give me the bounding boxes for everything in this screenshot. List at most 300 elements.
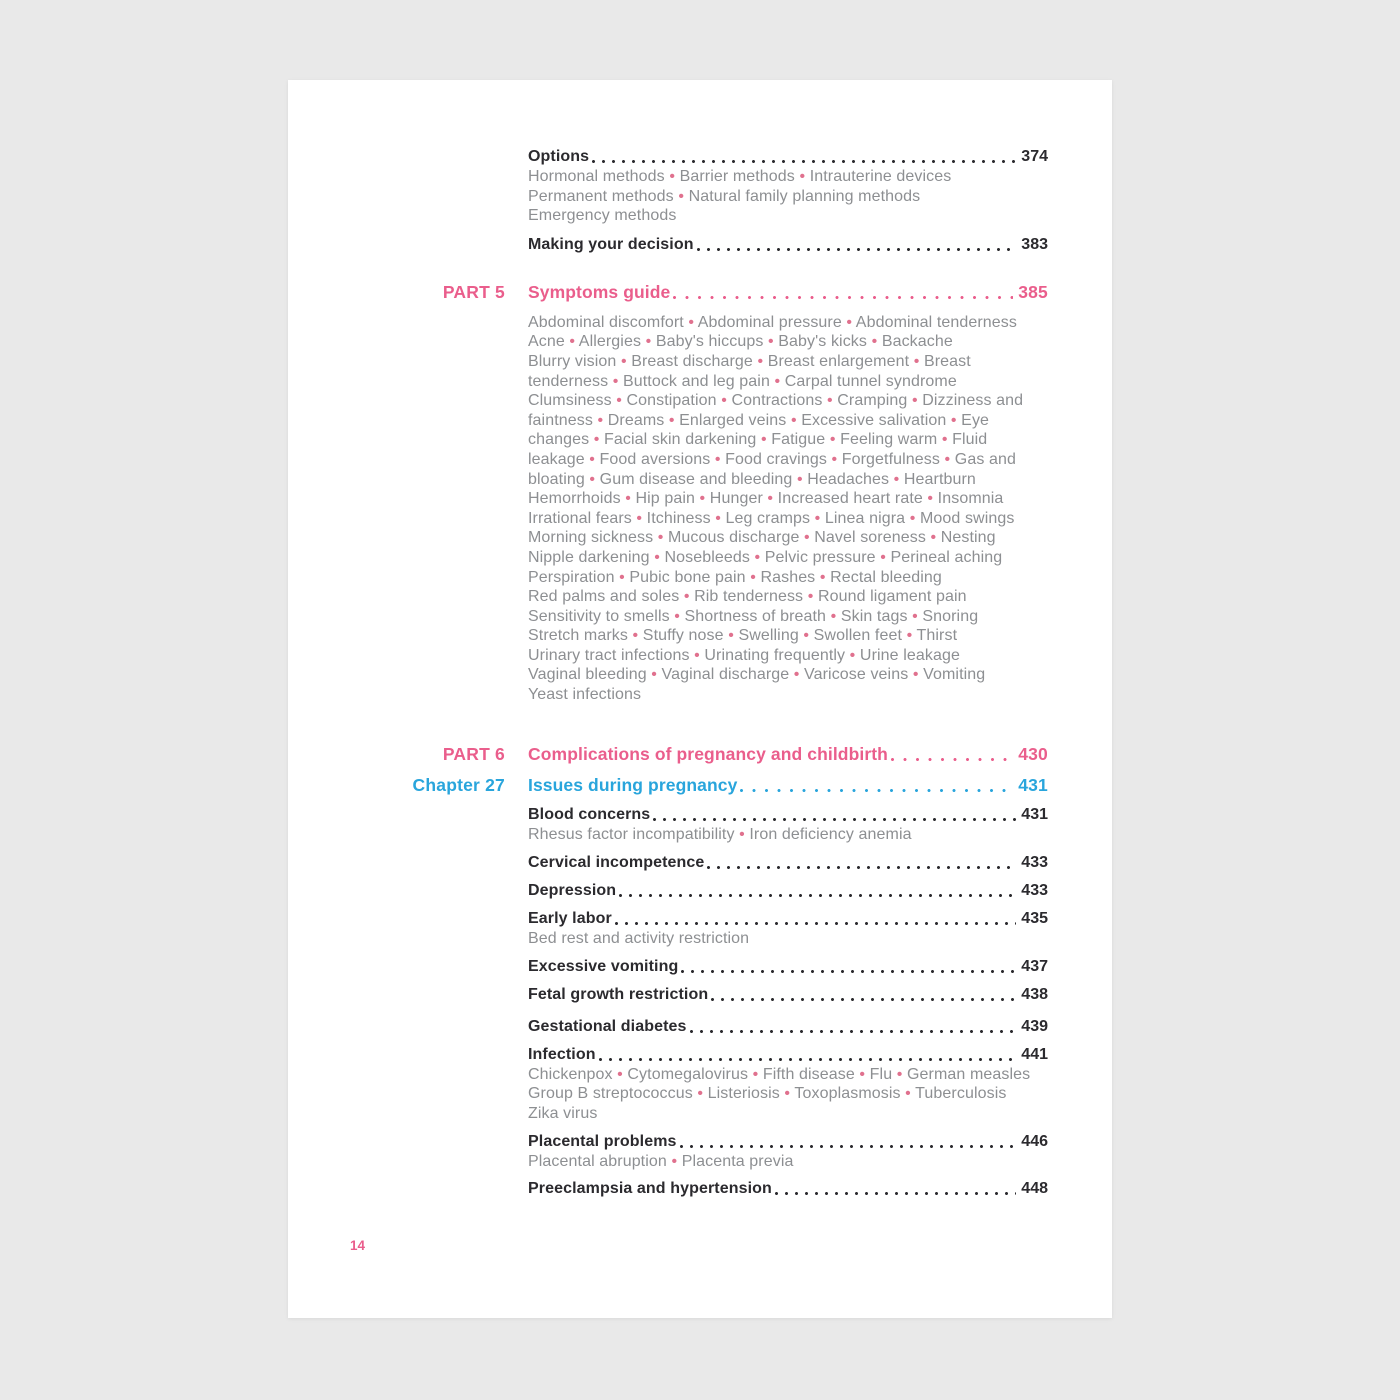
toc-sub-item: tenderness [528,372,609,390]
toc-sub-line [528,206,1048,226]
toc-sub-item: Stretch marks [528,627,628,645]
bullet-separator-icon: • [616,392,622,410]
toc-sub-item: Pelvic pressure [764,548,876,566]
toc-entry-content [528,909,1048,949]
part-title: Complications of pregnancy and childbirth [528,743,888,764]
bullet-separator-icon: • [803,627,810,645]
bullet-separator-icon: • [671,1152,678,1170]
toc-sub-item: Backache [881,333,953,351]
label-spacer [288,1132,505,1172]
bullet-separator-icon: • [739,825,745,843]
toc-entry-content [528,881,1048,901]
toc-sub-item: Excessive salivation [801,411,947,429]
toc-entry-title: Preeclampsia and hypertension [528,1180,772,1198]
part-title: Symptoms guide [528,281,671,302]
toc-entry-content [528,1179,1048,1199]
toc-entry-line [528,281,1048,303]
toc-entry-title: Depression [528,882,617,900]
toc-sub-item: Fatigue [771,431,826,449]
toc-sub-item: Nosebleeds [664,548,750,566]
dot-leader [678,957,1021,977]
toc-entry-title: Early labor [528,910,612,928]
bullet-separator-icon: • [830,607,837,625]
toc-sub-item: Allergies [578,333,642,351]
toc-entry-line [528,1132,1048,1152]
toc-sub-line [528,1084,1048,1104]
bullet-separator-icon: • [829,431,836,449]
toc-sub-item: Baby's kicks [778,333,868,351]
toc-entry-line [528,1179,1048,1199]
toc-sub-item: Dreams [607,411,665,429]
toc-sub-item: Facial skin darkening [604,431,757,449]
toc-sub-item: Gum disease and bleeding [599,470,793,488]
toc-sub-item: Abdominal tenderness [855,313,1018,331]
bullet-separator-icon: • [645,333,652,351]
toc-sub-item: Dizziness and [922,392,1024,410]
toc-sub-item: Group B streptococcus [528,1085,693,1103]
bullet-separator-icon: • [905,1085,911,1103]
toc-sub-line [528,548,1048,568]
bullet-separator-icon: • [930,529,937,547]
chapter-title: Issues during pregnancy [528,774,738,795]
bullet-separator-icon: • [906,627,913,645]
label-spacer [288,881,505,901]
toc-sub-item: Thirst [916,627,958,645]
toc-sub-item: Natural family planning methods [688,187,921,205]
bullet-separator-icon: • [911,392,918,410]
bullet-separator-icon: • [750,568,756,586]
toc-sub-item: Rashes [760,568,816,586]
label-spacer [288,235,505,255]
toc-sub-item: Perineal aching [890,548,1003,566]
toc-sub-item: Urinary tract infections [528,646,690,664]
bullet-separator-icon: • [849,646,856,664]
toc-sub-item: Abdominal pressure [697,313,842,331]
toc-entry-page-number: 383 [1021,235,1048,253]
toc-sub-line [528,685,1048,705]
bullet-separator-icon: • [714,450,721,468]
toc-sub-item: Cytomegalovirus [627,1065,749,1083]
toc-sub-item: Skin tags [840,607,908,625]
toc-sub-line [528,489,1048,509]
bullet-separator-icon: • [678,187,685,205]
bullet-separator-icon: • [804,529,810,547]
bullet-separator-icon: • [625,490,631,508]
toc-entry-line [528,235,1048,255]
bullet-separator-icon: • [950,411,957,429]
bullet-separator-icon: • [651,666,657,684]
toc-sub-line [528,411,1048,431]
toc-sub-item: Mood swings [919,509,1015,527]
toc-entry-line [528,1045,1048,1065]
bullet-separator-icon: • [827,392,833,410]
toc-entry-page-number: 374 [1021,148,1048,165]
label-spacer [288,853,505,873]
dot-leader [596,1045,1022,1065]
dot-leader [704,853,1021,873]
table-of-contents [288,147,1112,1207]
bullet-separator-icon: • [944,450,951,468]
toc-entry-line [528,774,1048,796]
label-spacer [288,805,505,845]
toc-sub-item: Pubic bone pain [629,568,746,586]
toc-sub-line [528,187,1048,207]
toc-sub-line [528,929,1048,949]
toc-sub-item: Snoring [922,607,979,625]
bullet-separator-icon: • [814,509,821,527]
toc-entry [288,985,1112,1005]
toc-entry-title: Infection [528,1045,596,1063]
toc-sub-item: Blurry vision [528,352,617,370]
toc-sub-item: Insomnia [937,490,1004,508]
toc-sub-item: Fluid [952,431,988,449]
part-label: PART 5 [442,281,505,302]
toc-entry-title: Blood concerns [528,805,651,823]
toc-entry-line [528,957,1048,977]
toc-sub-item: German measles [907,1065,1031,1083]
bullet-separator-icon: • [654,548,660,566]
toc-heading-content [528,743,1048,765]
toc-entry-title: Placental problems [528,1132,677,1150]
toc-entry-title: Fetal growth restriction [528,985,709,1003]
toc-sub-item: Swelling [738,627,799,645]
toc-entry-page-number: 446 [1021,1132,1048,1150]
bullet-separator-icon: • [674,607,680,625]
toc-heading-content [528,774,1048,796]
toc-sub-item: Shortness of breath [684,607,827,625]
toc-sub-item: Placenta previa [681,1152,794,1170]
toc-entry [288,147,1112,226]
bullet-separator-icon: • [807,588,814,606]
toc-sub-item: Intrauterine devices [809,168,952,185]
toc-sub-item: Enlarged veins [679,411,787,429]
toc-sub-item: Hip pain [635,490,695,508]
toc-sub-item: Carpal tunnel syndrome [784,372,957,390]
bullet-separator-icon: • [752,1065,759,1083]
toc-sub-item: Round ligament pain [817,588,967,606]
toc-sub-line [528,1152,1048,1172]
toc-entry-title: Gestational diabetes [528,1017,687,1035]
part-page-number: 385 [1018,281,1048,302]
toc-entry-page-number: 433 [1021,882,1048,900]
toc-entry [288,957,1112,977]
label-spacer [288,909,505,949]
label-spacer [288,1045,505,1124]
toc-sub-line [528,646,1048,666]
dot-leader [670,281,1018,303]
bullet-separator-icon: • [793,666,800,684]
toc-entry-line [528,805,1048,825]
toc-entry [288,1179,1112,1199]
toc-sub-line [528,352,1048,372]
toc-sub-item: Forgetfulness [841,450,940,468]
bullet-separator-icon: • [728,627,734,645]
toc-sub-line [528,1104,1048,1124]
toc-entry-line [528,881,1048,901]
toc-sub-item: Acne [528,333,565,351]
page-number: 14 [350,1238,366,1253]
bullet-separator-icon: • [767,490,774,508]
toc-sub-item: Cramping [837,392,908,410]
toc-symptom-list [288,313,1112,705]
toc-entry [288,235,1112,255]
toc-entry-title: Cervical incompetence [528,854,705,872]
bullet-separator-icon: • [632,627,639,645]
toc-entry-line [528,147,1048,167]
bullet-separator-icon: • [774,372,781,390]
toc-sub-item: Headaches [807,470,890,488]
book-toc-page [288,80,1112,1318]
bullet-separator-icon: • [699,490,706,508]
toc-sub-line [528,430,1048,450]
toc-sub-item: Vaginal discharge [661,666,790,684]
toc-heading-content [528,281,1048,303]
bullet-separator-icon: • [912,607,918,625]
toc-entry-page-number: 437 [1021,957,1048,975]
toc-entry-content [528,1045,1048,1124]
dot-leader [612,909,1021,929]
dot-leader [888,743,1018,765]
bullet-separator-icon: • [819,568,826,586]
toc-sub-item: Vomiting [923,666,986,684]
chapter-page-number: 431 [1018,774,1048,795]
toc-entry [288,1017,1112,1037]
toc-sub-line [528,568,1048,588]
toc-sub-item: Hormonal methods [528,168,665,185]
toc-entry-content [528,805,1048,845]
toc-sub-item: leakage [528,450,585,468]
toc-sub-item: Contractions [731,392,823,410]
toc-sub-item: Rectal bleeding [830,568,942,586]
toc-sub-item: Emergency methods [528,207,677,225]
toc-entry-content [528,1132,1048,1172]
toc-sub-item: Listeriosis [707,1085,780,1103]
bullet-separator-icon: • [768,333,774,351]
toc-sub-line [528,825,1048,845]
toc-sub-item: Chickenpox [528,1065,613,1083]
toc-sub-item: Zika virus [528,1105,598,1123]
toc-entry-page-number: 431 [1021,805,1048,823]
toc-entry-content [528,1017,1048,1037]
bullet-separator-icon: • [697,1085,704,1103]
bullet-separator-icon: • [871,333,878,351]
toc-entry-content [528,985,1048,1005]
toc-sub-item: Nipple darkening [528,548,650,566]
toc-sub-item: Gas and [954,450,1016,468]
bullet-separator-icon: • [912,666,919,684]
toc-sub-line [528,332,1048,352]
toc-sub-item: Rhesus factor incompatibility [528,825,735,843]
toc-entry-line [528,743,1048,765]
chapter-label: Chapter 27 [412,774,505,795]
toc-sub-item: Perspiration [528,568,615,586]
bullet-separator-icon: • [617,1065,623,1083]
bullet-separator-icon: • [683,588,690,606]
toc-sub-item: bloating [528,470,585,488]
toc-sub-item: Breast discharge [631,352,753,370]
bullet-separator-icon: • [859,1065,866,1083]
toc-sub-item: Constipation [626,392,717,410]
toc-sub-item: Fifth disease [762,1065,855,1083]
bullet-separator-icon: • [612,372,619,390]
bullet-separator-icon: • [715,509,721,527]
toc-sub-line [528,391,1048,411]
toc-sub-item: Itchiness [646,509,711,527]
toc-entry-content [528,235,1048,255]
dot-leader [687,1017,1022,1037]
dot-leader [772,1179,1021,1199]
bullet-separator-icon: • [619,568,625,586]
bullet-separator-icon: • [796,470,803,488]
toc-entry-line [528,1017,1048,1037]
toc-sub-item: Baby's hiccups [655,333,764,351]
dot-leader [616,881,1021,901]
toc-sub-item: Morning sickness [528,529,654,547]
toc-entry [288,881,1112,901]
toc-sub-line [528,450,1048,470]
label-spacer [288,985,505,1005]
bullet-separator-icon: • [688,313,695,331]
bullet-separator-icon: • [880,548,886,566]
label-spacer [288,1017,505,1037]
toc-sub-item: Irrational fears [528,509,632,527]
toc-entry [288,909,1112,949]
toc-sub-item: Increased heart rate [777,490,923,508]
bullet-separator-icon: • [620,352,627,370]
toc-entry [288,853,1112,873]
toc-entry [288,1132,1112,1172]
toc-sub-line [528,1065,1048,1085]
toc-sub-item: Navel soreness [814,529,926,547]
toc-sub-line [528,665,1048,685]
toc-entry [288,1045,1112,1124]
bullet-separator-icon: • [721,392,727,410]
toc-sub-item: Sensitivity to smells [528,607,670,625]
toc-sub-line [528,372,1048,392]
toc-sub-line [528,509,1048,529]
toc-sub-item: Leg cramps [725,509,811,527]
toc-sub-item: Nesting [940,529,996,547]
bullet-separator-icon: • [760,431,767,449]
toc-sub-item: faintness [528,411,593,429]
toc-entry [288,805,1112,845]
bullet-separator-icon: • [941,431,948,449]
toc-sub-item: Feeling warm [840,431,938,449]
dot-leader [694,235,1022,255]
toc-sub-line [528,607,1048,627]
toc-sub-item: changes [528,431,590,449]
toc-sub-item: Permanent methods [528,187,674,205]
bullet-separator-icon: • [589,470,596,488]
toc-sub-item: Bed rest and activity restriction [528,930,750,948]
toc-sub-item: Iron deficiency anemia [749,825,912,843]
bullet-separator-icon: • [831,450,838,468]
toc-sub-item: Rib tenderness [694,588,804,606]
bullet-separator-icon: • [668,411,675,429]
bullet-separator-icon: • [909,509,916,527]
label-spacer [288,957,505,977]
toc-sub-item: Clumsiness [528,392,612,410]
bullet-separator-icon: • [896,1065,903,1083]
toc-sub-item: Food aversions [599,450,711,468]
toc-sub-item: Swollen feet [813,627,903,645]
bullet-separator-icon: • [754,548,761,566]
dot-leader [589,147,1021,167]
symptom-list-content [528,313,1048,705]
toc-entry-title: Excessive vomiting [528,957,679,975]
toc-sub-item: Varicose veins [804,666,909,684]
toc-sub-item: Urine leakage [859,646,960,664]
toc-entry-line [528,853,1048,873]
label-spacer [288,1179,505,1199]
part-page-number: 430 [1018,743,1048,764]
toc-sub-item: Barrier methods [679,168,795,185]
dot-leader [650,805,1021,825]
toc-sub-item: Urinating frequently [704,646,846,664]
toc-part-heading [288,743,1112,765]
bullet-separator-icon: • [657,529,664,547]
toc-entry-page-number: 438 [1021,985,1048,1003]
toc-sub-line [528,167,1048,187]
toc-entry-line [528,985,1048,1005]
toc-sub-item: Eye [961,411,990,429]
bullet-separator-icon: • [569,333,576,351]
bullet-separator-icon: • [636,509,643,527]
toc-entry-line [528,909,1048,929]
toc-part-heading [288,281,1112,303]
bullet-separator-icon: • [790,411,797,429]
toc-sub-item: Stuffy nose [642,627,724,645]
toc-entry-title: Options [528,148,590,165]
toc-sub-item: Heartburn [903,470,976,488]
dot-leader [708,985,1021,1005]
bullet-separator-icon: • [597,411,604,429]
bullet-separator-icon: • [757,352,764,370]
toc-entry-content [528,957,1048,977]
label-spacer [288,147,505,226]
bullet-separator-icon: • [799,168,806,185]
toc-entry-page-number: 448 [1021,1180,1048,1198]
dot-leader [737,774,1018,796]
toc-entry-page-number: 439 [1021,1017,1048,1035]
toc-sub-item: Food cravings [725,450,827,468]
toc-sub-item: Tuberculosis [915,1085,1007,1103]
bullet-separator-icon: • [694,646,700,664]
toc-sub-line [528,626,1048,646]
toc-sub-line [528,313,1048,333]
toc-sub-item: Breast [923,352,971,370]
bullet-separator-icon: • [927,490,934,508]
toc-sub-item: Buttock and leg pain [622,372,770,390]
bullet-separator-icon: • [593,431,600,449]
toc-sub-line [528,587,1048,607]
bullet-separator-icon: • [669,168,676,185]
toc-sub-line [528,528,1048,548]
toc-sub-item: Vaginal bleeding [528,666,647,684]
toc-entry-content [528,853,1048,873]
toc-sub-item: Breast enlargement [767,352,910,370]
toc-sub-item: Placental abruption [528,1152,667,1170]
toc-sub-item: Flu [869,1065,893,1083]
toc-entry-page-number: 435 [1021,910,1048,928]
toc-sub-item: Toxoplasmosis [794,1085,901,1103]
toc-sub-item: Abdominal discomfort [528,313,684,331]
bullet-separator-icon: • [913,352,920,370]
toc-entry-content [528,147,1048,226]
toc-chapter-heading [288,774,1112,796]
dot-leader [677,1132,1022,1152]
toc-sub-item: Mucous discharge [668,529,800,547]
